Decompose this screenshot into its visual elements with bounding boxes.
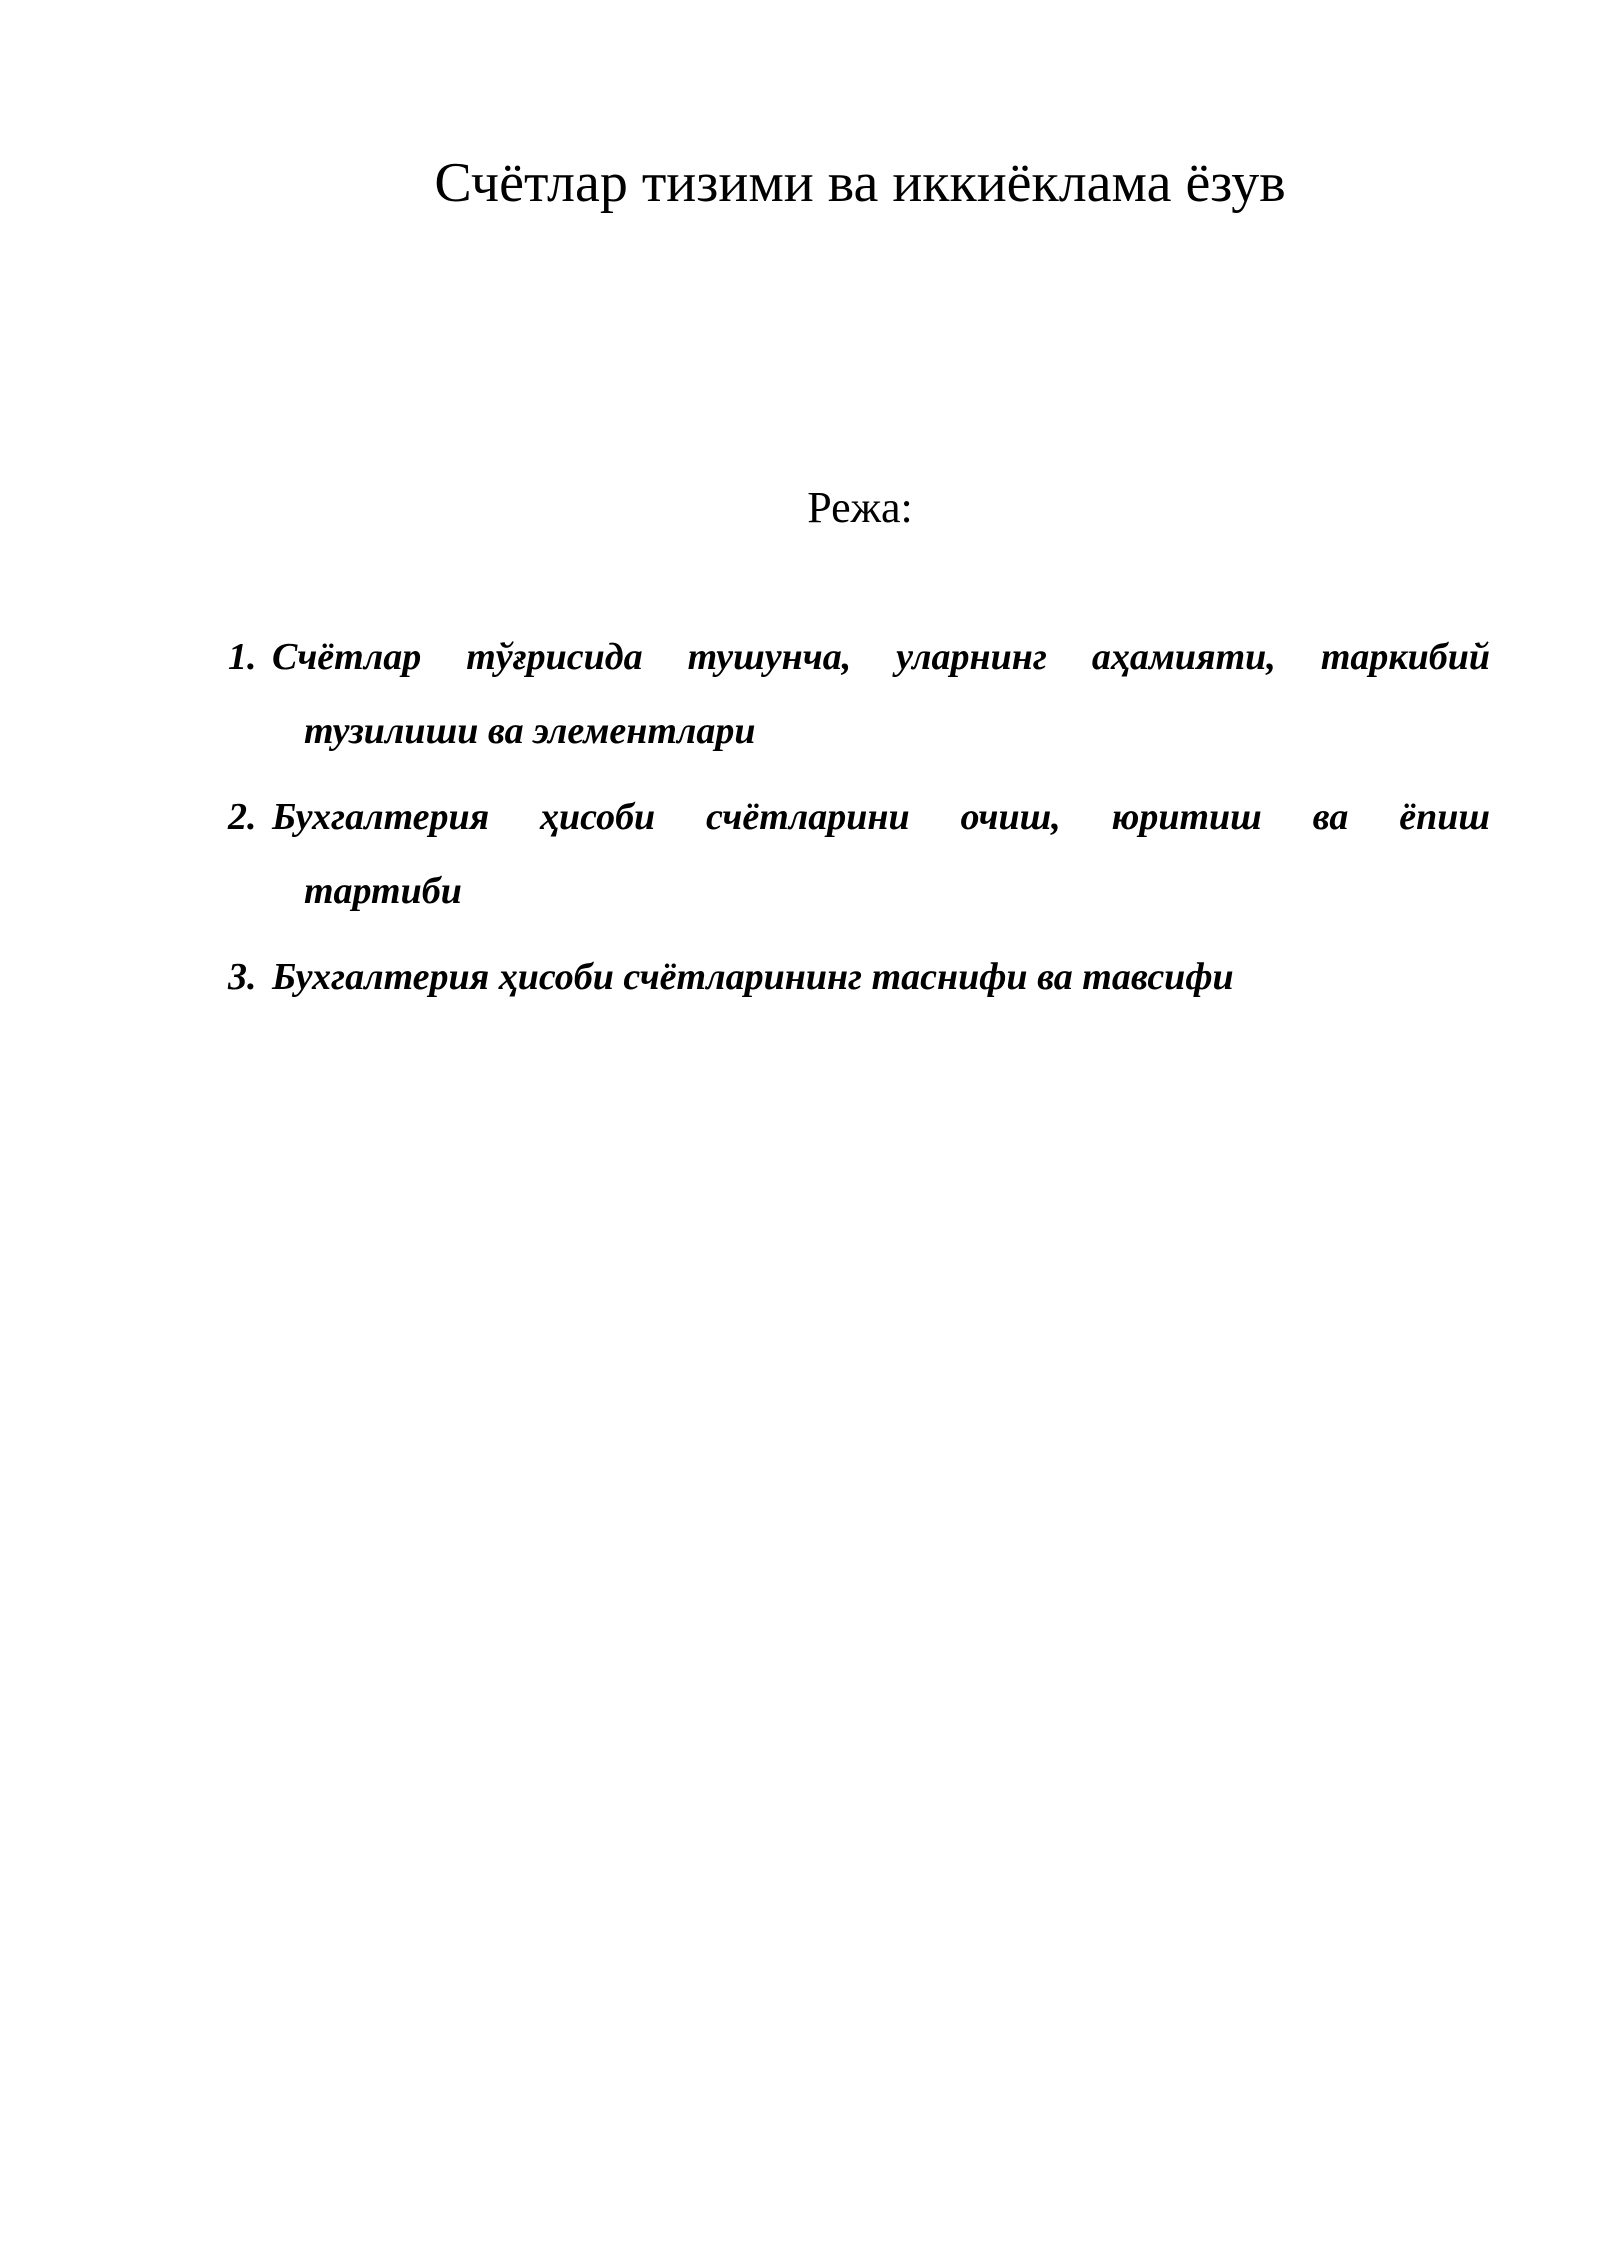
document-title: Счётлар тизими ва иккиёклама ёзув — [434, 152, 1286, 214]
plan-item-2-text: Бухгалтерия ҳисоби счётларини очиш, юритиш ва ёпиш — [272, 796, 1490, 838]
plan-item-1 — [228, 620, 1490, 768]
plan-item-2 — [228, 780, 1490, 928]
plan-item-2-number: 2. — [228, 796, 257, 838]
plan-item-2-continuation: тартиби — [304, 870, 462, 912]
plan-item-1-number: 1. — [228, 636, 257, 678]
plan-item-3-number: 3. — [228, 956, 257, 998]
plan-item-1-continuation: тузилиши ва элементлари — [304, 710, 756, 752]
plan-item-3-text: Бухгалтерия ҳисоби счётларининг таснифи ва тавсифи — [272, 956, 1234, 998]
plan-item-1-text: Счётлар тўғрисида тушунча, уларнинг аҳамияти, таркибий — [272, 636, 1490, 678]
plan-item-2-line1 — [228, 780, 1490, 854]
plan-item-1-line1 — [228, 620, 1490, 694]
plan-list — [228, 620, 1490, 1026]
plan-item-3 — [228, 940, 1490, 1014]
plan-heading: Режа: — [807, 483, 913, 532]
